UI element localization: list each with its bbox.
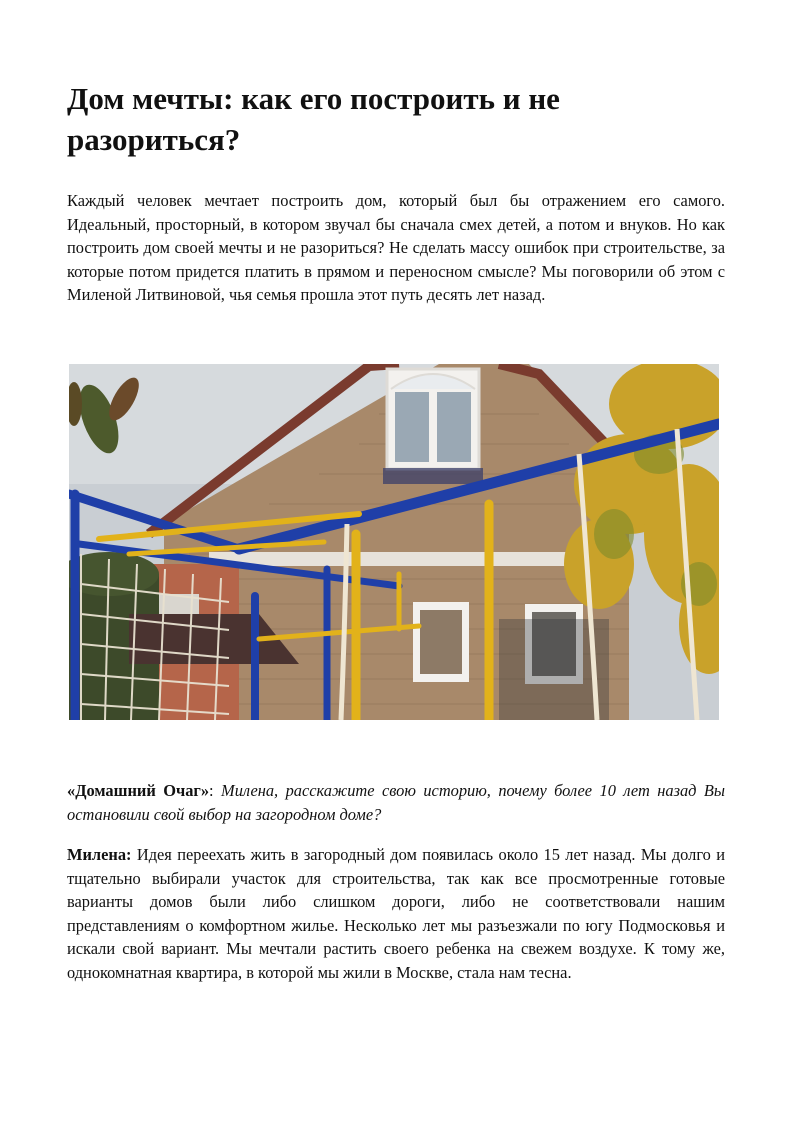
answer-text: Идея переехать жить в загородный дом появилась около 15 лет назад. Мы долго и тщательно выбирали участок для строительства, так как все просмотренные готовые варианты домов были либо слишком дороги, либо не соответствовали нашим представлениям о комфортном жилье. Несколько лет мы разъезжали по югу Подмосковья и искали свой вариант. Мы мечтали растить своего ребенка на свежем воздухе. К тому же, однокомнатная квартира, в которой мы жили в Москве, стала нам тесна.	[67, 845, 725, 982]
question-text: Милена, расскажите свою историю, почему более 10 лет назад Вы остановили свой выбор на загородном доме?	[67, 781, 725, 824]
question-speaker: «Домашний Очаг»	[67, 781, 210, 800]
house-photo	[69, 364, 719, 720]
intro-paragraph: Каждый человек мечтает построить дом, который был бы отражением его самого. Идеальный, просторный, в котором звучал бы сначала смех детей, а потом и внуков. Но как построить дом своей мечты и не разориться? Не сделать массу ошибок при строительстве, за которые потом придется платить в прямом и переносном смысле? Мы поговорили об этом с Миленой Литвиновой, чья семья прошла этот путь десять лет назад.	[67, 191, 725, 304]
interview-question	[67, 779, 725, 826]
answer-speaker: Милена:	[67, 845, 132, 864]
question-separator: :	[209, 781, 222, 800]
interview-answer	[67, 843, 725, 984]
article-title: Дом мечты: как его построить и не разориться?	[67, 81, 560, 157]
